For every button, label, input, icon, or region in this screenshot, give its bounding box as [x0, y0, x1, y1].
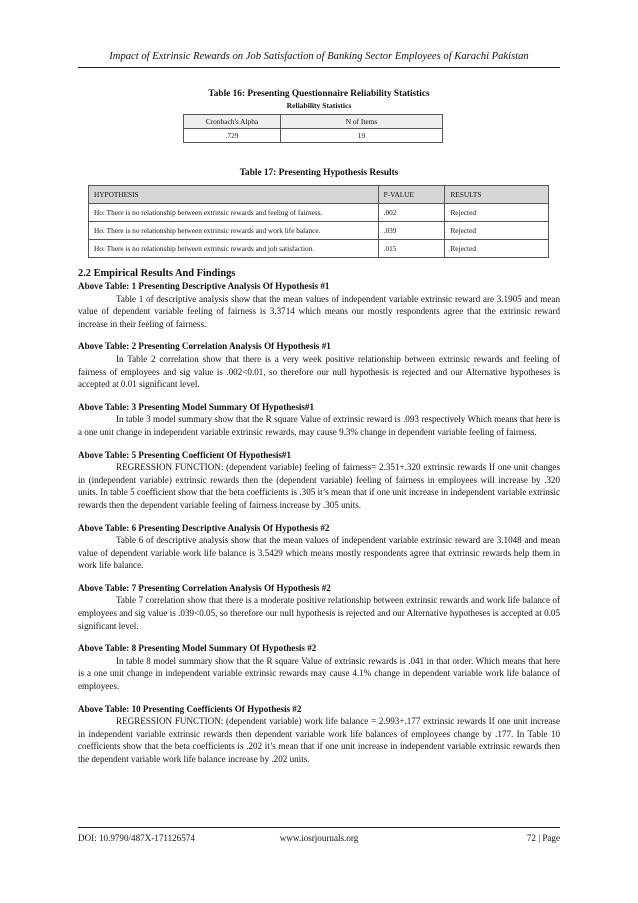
paragraph: Table 6 of descriptive analysis show that the mean values of independent variable extrinsic reward are 3.1048 and mean value of dependent variable work life balance is 3.5429 which means mostly respondents agree that extrinsic rewards help them in work life balance. [78, 535, 560, 571]
table-row [184, 129, 443, 143]
table16-caption: Table 16: Presenting Questionnaire Reliability Statistics [208, 89, 430, 99]
table-header-cell: HYPOTHESIS [89, 186, 379, 204]
paragraph: Table 7 correlation show that there is a moderate positive relationship between extrinsic rewards and work life balance of employees and sig value is .039<0.05, so therefore our null hypothesis is rejected and our Alternative hypotheses is accepted at 0.05 significant level. [78, 595, 560, 631]
hypothesis-table [88, 185, 549, 258]
subsection-heading: Above Table: 2 Presenting Correlation Analysis Of Hypothesis #1 [78, 341, 331, 352]
table-cell: Rejected [445, 240, 549, 258]
table-cell: .015 [378, 240, 445, 258]
table-cell: Ho: There is no relationship between extrinsic rewards and work life balance. [89, 222, 379, 240]
section-body [78, 267, 560, 766]
paragraph: REGRESSION FUNCTION: (dependent variable) work life balance = 2.993+.177 extrinsic rewards If one unit increase in independent variable extrinsic rewards then dependent variable work life balances of employees change by .177. In Table 10 coefficients show that the beta coefficients is .202 it’s mean that if one unit increase in independent variable extrinsic rewards then the dependent variable work life balance increase by .202 units. [78, 716, 560, 764]
table-cell: .729 [184, 129, 281, 143]
subsection-heading: Above Table: 10 Presenting Coefficients Of Hypothesis #2 [78, 703, 302, 714]
running-header: Impact of Extrinsic Rewards on Job Satisfaction of Banking Sector Employees of Karachi Pakistan [109, 51, 529, 62]
table17-caption: Table 17: Presenting Hypothesis Results [239, 168, 399, 178]
reliability-table [183, 114, 443, 143]
footer-rule [78, 827, 560, 828]
table-header-cell: Cronbach's Alpha [184, 115, 281, 129]
paragraph: In Table 2 correlation show that there is a very week positive relationship between extrinsic rewards and feeling of fairness of employees and sig value is .002<0.01, so therefore our null hypothesis is rejected and our Alternative hypotheses is accepted at 0.01 significant level. [78, 353, 560, 390]
footer-page-number: 72 | Page [526, 833, 560, 843]
table-cell: .002 [378, 204, 445, 222]
subsection-heading: Above Table: 3 Presenting Model Summary Of Hypothesis#1 [78, 401, 315, 412]
table-row [89, 222, 549, 240]
table16-subcaption: Reliability Statistics [286, 101, 352, 110]
table-header-cell: P-VALUE [378, 186, 445, 204]
footer-website: www.iosrjournals.org [279, 833, 359, 843]
subsection-heading: Above Table: 6 Presenting Descriptive Analysis Of Hypothesis #2 [78, 522, 330, 533]
table-header-row [89, 186, 549, 204]
paragraph: Table 1 of descriptive analysis show that the mean values of independent variable extrinsic reward are 3.1905 and mean value of dependent variable feeling of fairness is 3.3714 which means our mostly respondents agree that the extrinsic reward increase in their feeling of fairness. [78, 293, 560, 329]
table-header-row [184, 115, 443, 129]
paragraph: REGRESSION FUNCTION: (dependent variable) feeling of fairness= 2.351+.320 extrinsic rewards If one unit changes in (independent variable) extrinsic rewards then the (dependent variable) feeling of fairness in employees will increase by .320 units. In table 5 coefficient show that the beta coefficients is .305 it’s mean that if one unit increase in independent variable extrinsic rewards then the dependent variable feeling of fairness increase by .305 units. [78, 462, 560, 510]
table-cell: Rejected [445, 204, 549, 222]
table-cell: Ho: There is no relationship between extrinsic rewards and job satisfaction. [89, 240, 379, 258]
footer-doi: DOI: 10.9790/487X-171126574 [78, 833, 195, 843]
table-header-cell: RESULTS [445, 186, 549, 204]
subsection-heading: Above Table: 5 Presenting Coefficient Of Hypothesis#1 [78, 449, 292, 460]
header-rule [78, 67, 560, 68]
paragraph: In table 8 model summary show that the R square Value of extrinsic rewards is .041 in that order. Which means that here is a one unit change in independent variable extrinsic rewards may cause 4.1% change in dependent variable work life balance of employees. [78, 655, 560, 692]
table-row [89, 240, 549, 258]
table-header-cell: N of Items [281, 115, 443, 129]
table-cell: 19 [281, 129, 443, 143]
table-cell: Ho: There is no relationship between extrinsic rewards and feeling of fairness. [89, 204, 379, 222]
subsection-heading: Above Table: 1 Presenting Descriptive Analysis Of Hypothesis #1 [78, 281, 330, 291]
subsection-heading: Above Table: 7 Presenting Correlation Analysis Of Hypothesis #2 [78, 582, 331, 593]
table-cell: .039 [378, 222, 445, 240]
paragraph: In table 3 model summary show that the R square Value of extrinsic reward is .093 respectively Which means that here is a one unit change in independent variable extrinsic rewards, may cause 9.3% change in dependent variable feeling of fairness. [78, 414, 560, 437]
table-row [89, 204, 549, 222]
subsection-heading: Above Table: 8 Presenting Model Summary Of Hypothesis #2 [78, 643, 317, 654]
section-heading: 2.2 Empirical Results And Findings [78, 268, 236, 279]
table-cell: Rejected [445, 222, 549, 240]
